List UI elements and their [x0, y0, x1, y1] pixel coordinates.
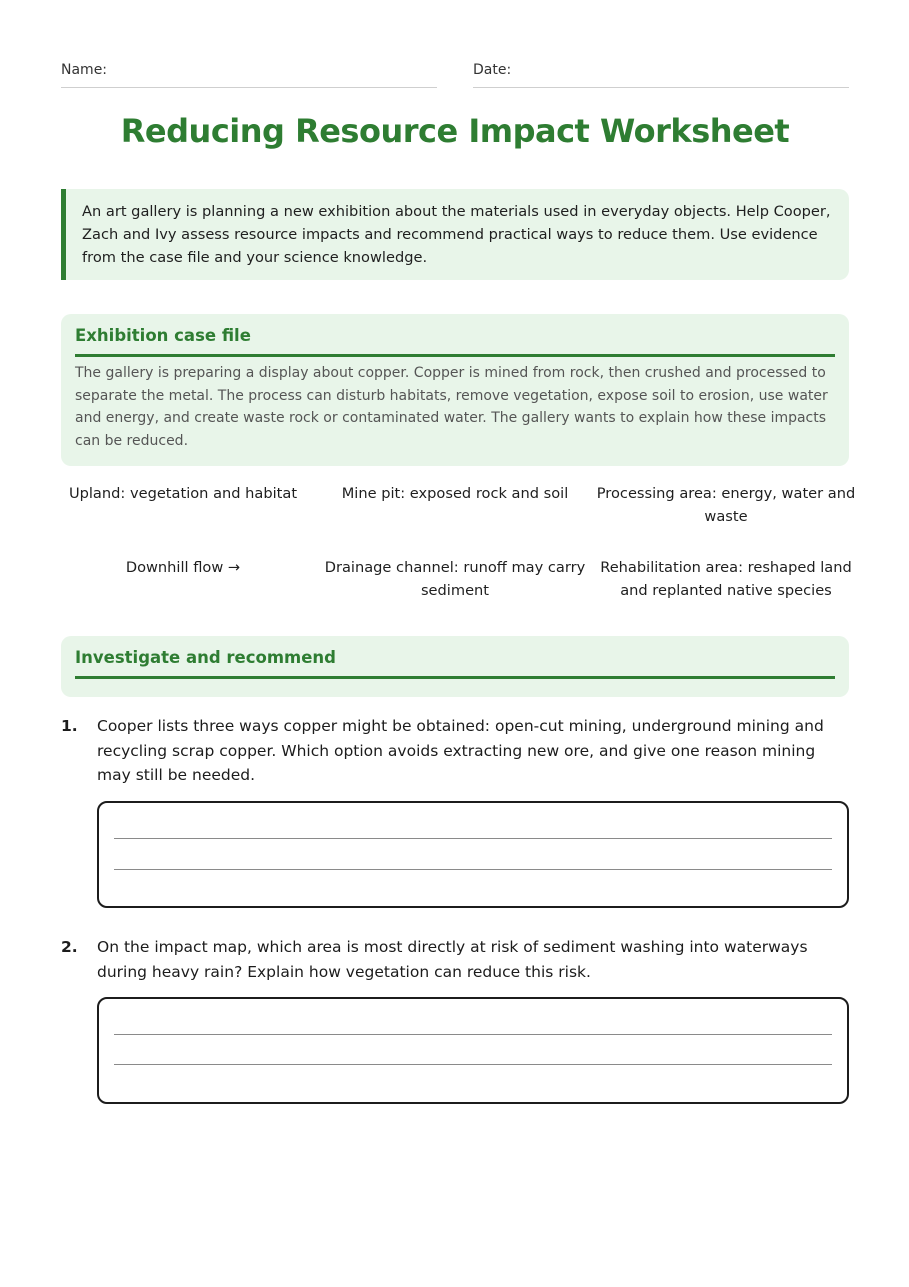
question-text: Cooper lists three ways copper might be obtained: open-cut mining, underground mining and recycling scrap copper. Which option avoids extracting new ore, and give one reason mining may still be needed. [97, 717, 824, 784]
header-fields [61, 60, 849, 88]
question-number: 2. [61, 938, 78, 956]
answer-box-2[interactable] [97, 997, 849, 1104]
name-label: Name: [61, 62, 108, 78]
question-number: 1. [61, 717, 78, 735]
map-cell-downhill-flow: Downhill flow → [125, 559, 241, 576]
investigate-section [61, 636, 849, 697]
name-field[interactable] [61, 60, 437, 88]
map-cell-mine-pit: Mine pit: exposed rock and soil [341, 485, 569, 502]
answer-line [114, 1034, 832, 1035]
map-cell-upland: Upland: vegetation and habitat [68, 485, 298, 502]
date-label: Date: [473, 62, 512, 78]
question-text: On the impact map, which area is most directly at risk of sediment washing into waterways during heavy rain? Explain how vegetation can reduce this risk. [97, 938, 808, 981]
case-file-body: The gallery is preparing a display about copper. Copper is mined from rock, then crushed and processed to separate the metal. The process can disturb habitats, remove vegetation, expose soil to erosion, use water and energy, and create waste rock or contaminated water. The gallery wants to explain how these impacts can be reduced. [75, 365, 828, 449]
case-file-section [61, 314, 849, 466]
map-cell-drainage: Drainage channel: runoff may carry sediment [324, 559, 586, 599]
answer-line [114, 1064, 832, 1065]
answer-line [114, 838, 832, 839]
map-cell-rehabilitation: Rehabilitation area: reshaped land and replanted native species [600, 559, 852, 599]
intro-callout: An art gallery is planning a new exhibition about the materials used in everyday objects. Help Cooper, Zach and Ivy assess resource impacts and recommend practical ways to reduce them. Use evidence from the case file and your science knowledge. [61, 189, 849, 280]
case-file-heading: Exhibition case file [75, 314, 835, 357]
map-cell-processing: Processing area: energy, water and waste [596, 485, 856, 525]
date-field[interactable] [473, 60, 849, 88]
answer-line [114, 869, 832, 870]
page-title: Reducing Resource Impact Worksheet [120, 112, 790, 150]
answer-box-1[interactable] [97, 801, 849, 908]
impact-map [61, 480, 856, 610]
investigate-heading: Investigate and recommend [75, 636, 835, 679]
